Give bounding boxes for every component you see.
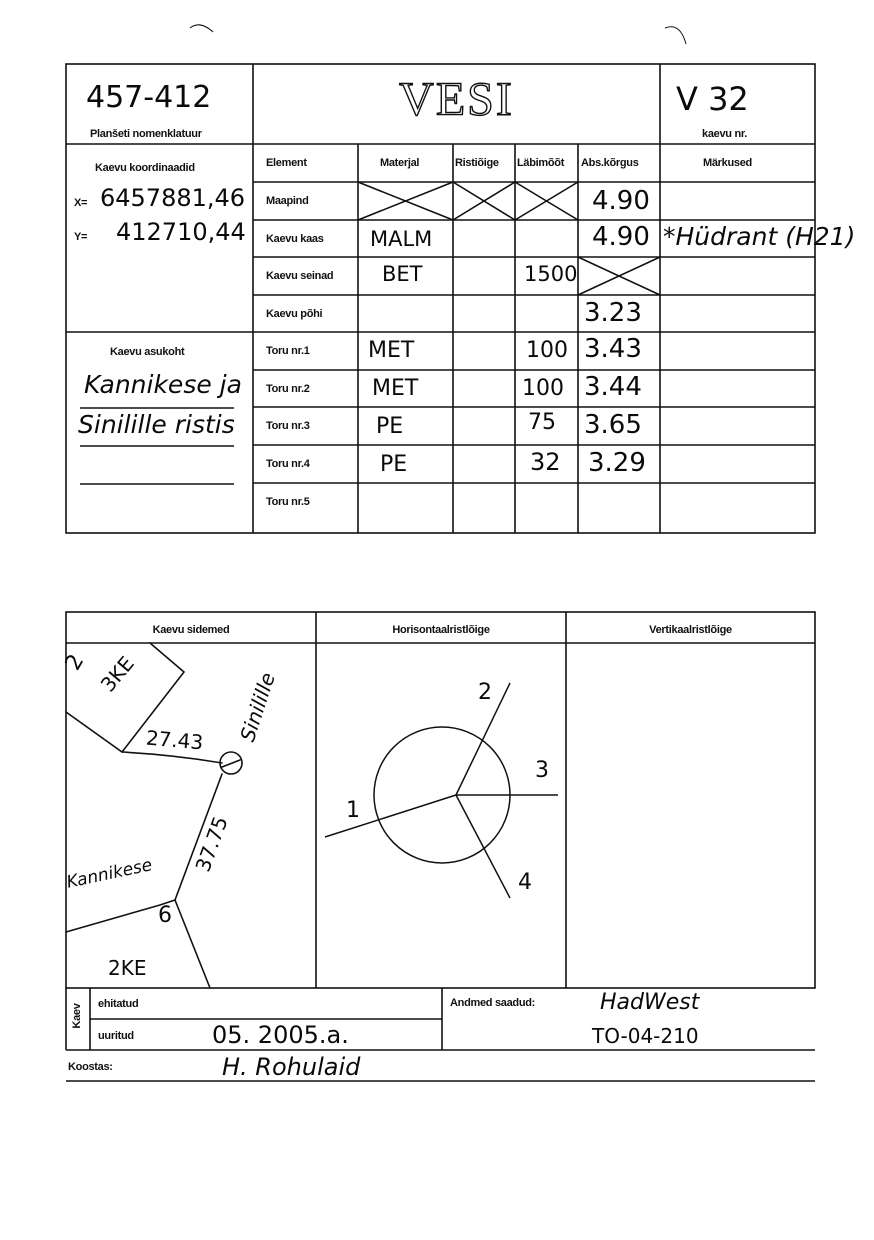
- data-received-source: HadWest: [600, 990, 700, 1015]
- row-material: PE: [380, 452, 408, 477]
- pipe-1-line: [325, 795, 456, 837]
- coordinates-label: Kaevu koordinaadid: [95, 162, 195, 174]
- well-number-value: V 32: [676, 80, 749, 118]
- pipe-number-3: 3: [535, 758, 549, 783]
- row-element: Kaevu seinad: [266, 270, 334, 282]
- vertical-section-header: Vertikaalristlõige: [649, 624, 732, 636]
- row-diameter: 75: [528, 410, 556, 435]
- compiled-value: H. Rohulaid: [222, 1053, 361, 1081]
- header-cross-section: Ristiõige: [455, 157, 499, 169]
- row-height: 4.90: [592, 186, 650, 216]
- form-title: VESI: [399, 73, 514, 126]
- location-label: Kaevu asukoht: [110, 346, 185, 358]
- row-element: Toru nr.4: [266, 458, 310, 470]
- row-element: Kaevu põhi: [266, 308, 323, 320]
- horizontal-section-header: Horisontaalristlõige: [392, 624, 490, 636]
- surveyed-value: 05. 2005.a.: [212, 1021, 349, 1049]
- row-notes: *Hüdrant (H21): [663, 222, 856, 251]
- row-element: Maapind: [266, 195, 309, 207]
- row-diameter: 32: [530, 448, 561, 476]
- compiled-label: Koostas:: [68, 1061, 113, 1073]
- row-material: MET: [368, 338, 415, 363]
- pipe-number-4: 4: [518, 870, 532, 895]
- surveyed-label: uuritud: [98, 1030, 134, 1042]
- street-sinilille: Sinilille: [235, 669, 280, 745]
- y-prefix: Y=: [74, 231, 88, 243]
- well-number-label: kaevu nr.: [702, 128, 747, 140]
- header-element: Element: [266, 157, 307, 169]
- row-height: 3.44: [584, 372, 642, 402]
- row-material: PE: [376, 414, 404, 439]
- distance-27-43: 27.43: [145, 725, 205, 755]
- row-element: Toru nr.5: [266, 496, 310, 508]
- row-diameter: 100: [526, 338, 568, 363]
- location-line-2: Sinilille ristis: [78, 410, 235, 439]
- row-height: 3.65: [584, 410, 642, 440]
- row-height: 4.90: [592, 222, 650, 252]
- connections-header: Kaevu sidemed: [152, 624, 230, 636]
- pipe-number-1: 1: [346, 798, 360, 823]
- nomenclature-value: 457-412: [86, 80, 212, 115]
- y-coordinate: 412710,44: [116, 218, 246, 246]
- x-prefix: X=: [74, 197, 88, 209]
- side-label-kaev: Kaev: [71, 1003, 83, 1029]
- nomenclature-label: Planšeti nomenklatuur: [90, 128, 202, 140]
- street-kannikese: Kannikese: [64, 855, 154, 893]
- row-element: Toru nr.2: [266, 383, 310, 395]
- distance-37-75: 37.75: [190, 812, 233, 876]
- built-label: ehitatud: [98, 998, 139, 1010]
- row-material: MET: [372, 376, 419, 401]
- row-element: Toru nr.1: [266, 345, 310, 357]
- pipe-number-2: 2: [478, 680, 492, 705]
- row-material: BET: [382, 262, 423, 286]
- row-height: 3.29: [588, 448, 646, 478]
- sketch-label-6: 6: [158, 903, 172, 928]
- row-material: MALM: [370, 227, 433, 251]
- row-diameter: 100: [522, 376, 564, 401]
- row-diameter: 1500: [524, 262, 578, 286]
- row-height: 3.43: [584, 334, 642, 364]
- header-diameter: Läbimõõt: [517, 157, 565, 169]
- row-element: Toru nr.3: [266, 420, 310, 432]
- row-element: Kaevu kaas: [266, 233, 324, 245]
- row-height: 3.23: [584, 298, 642, 328]
- x-coordinate: 6457881,46: [100, 184, 246, 212]
- header-abs-height: Abs.kõrgus: [581, 157, 639, 169]
- data-received-code: TO-04-210: [592, 1024, 699, 1048]
- header-notes: Märkused: [703, 157, 752, 169]
- sketch-label-2: 2: [60, 650, 90, 675]
- location-line-1: Kannikese ja: [84, 370, 242, 399]
- pipe-4-line: [456, 795, 510, 898]
- data-received-label: Andmed saadud:: [450, 997, 536, 1009]
- sketch-label-2ke: 2KE: [108, 956, 147, 980]
- sketch-label-3ke: 3KE: [95, 651, 139, 697]
- header-material: Materjal: [380, 157, 420, 169]
